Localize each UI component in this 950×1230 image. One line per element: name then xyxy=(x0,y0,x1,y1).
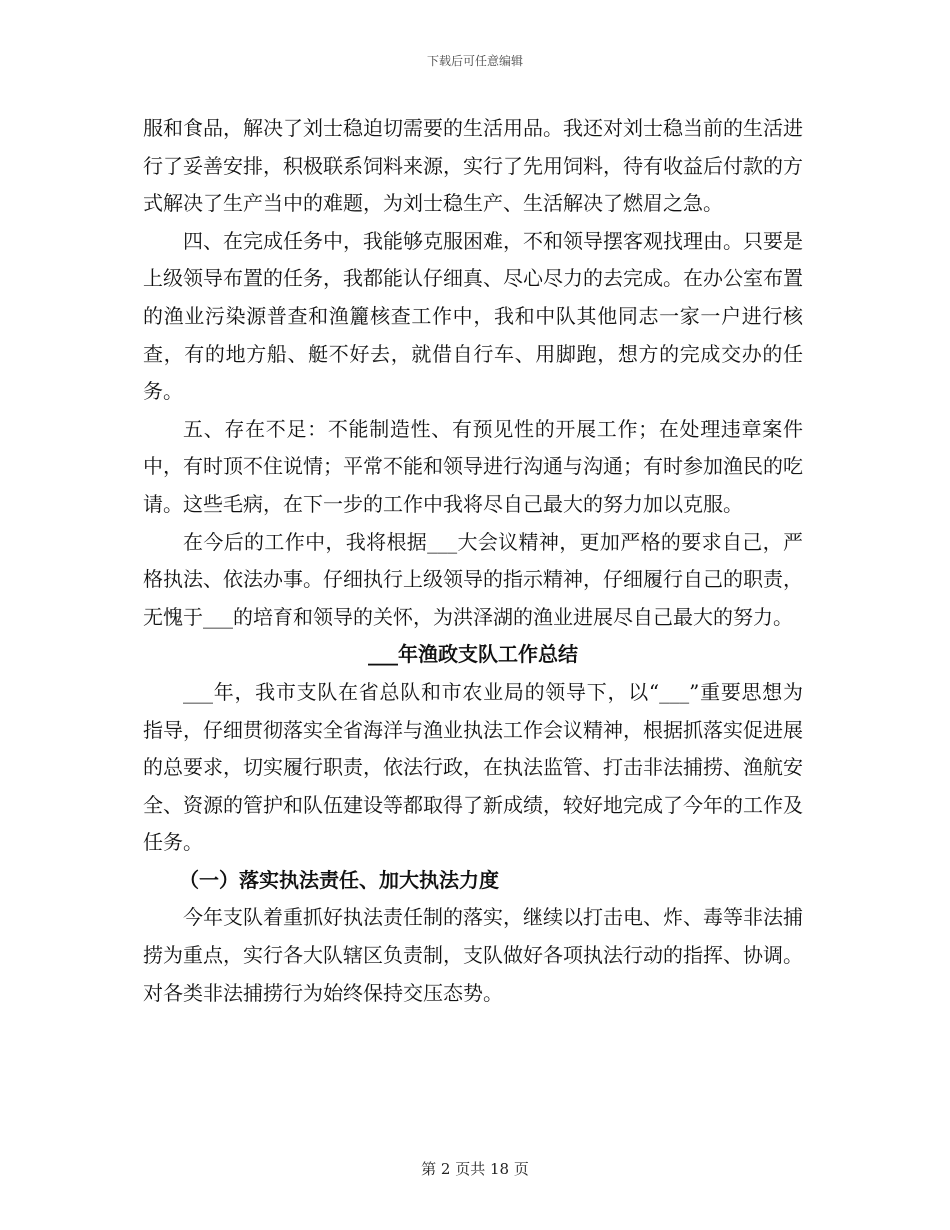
page-header: 下载后可任意编辑 xyxy=(426,54,523,68)
document-body xyxy=(143,110,803,1012)
paragraph-enforcement-responsibility: 今年支队着重抓好执法责任制的落实，继续以打击电、炸、毒等非法捕捞为重点，实行各大队辖区负责制，支队做好各项执法行动的指挥、协调。对各类非法捕捞行为始终保持交压态势。 xyxy=(143,905,803,1005)
section-title: ___年渔政支队工作总结 xyxy=(368,642,578,667)
subheading-enforcement: （一）落实执法责任、加大执法力度 xyxy=(179,867,499,892)
paragraph-relief-supplies: 服和食品，解决了刘士稳迫切需要的生活用品。我还对刘士稳当前的生活进行了妥善安排，积极联系饲料来源，实行了先用饲料，待有收益后付款的方式解决了生产当中的难题，为刘士稳生产、生活解决了燃眉之急。 xyxy=(143,116,803,216)
page-number: 第 2 页共 18 页 xyxy=(421,1160,529,1178)
paragraph-shortcomings: 五、存在不足：不能制造性、有预见性的开展工作；在处理违章案件中，有时顶不住说情；平常不能和领导进行沟通与沟通；有时参加渔民的吃请。这些毛病，在下一步的工作中我将尽自己最大的努力加以克服。 xyxy=(143,416,803,516)
paragraph-overcome-difficulties: 四、在完成任务中，我能够克服困难，不和领导摆客观找理由。只要是上级领导布置的任务，我都能认仔细真、尽心尽力的去完成。在办公室布置的渔业污染源普查和渔籭核查工作中，我和中队其他同志一家一户进行核查，有的地方船、艇不好去，就借自行车、用脚跑，想方的完成交办的任务。 xyxy=(143,228,803,404)
paragraph-future-work: 在今后的工作中，我将根据___大会议精神，更加严格的要求自己，严格执法、依法办事。仔细执行上级领导的指示精神，仔细履行自己的职责，无愧于___的培育和领导的关怀，为洪泽湖的渔业进展尽自己最大的努力。 xyxy=(143,529,803,629)
paragraph-annual-summary: ___年，我市支队在省总队和市农业局的领导下，以“___”重要思想为指导，仔细贯彻落实全省海洋与渔业执法工作会议精神，根据抓落实促进展的总要求，切实履行职责，依法行政，在执法监管、打击非法捕捞、渔航安全、资源的管护和队伍建设等都取得了新成绩，较好地完成了今年的工作及任务。 xyxy=(143,679,803,855)
